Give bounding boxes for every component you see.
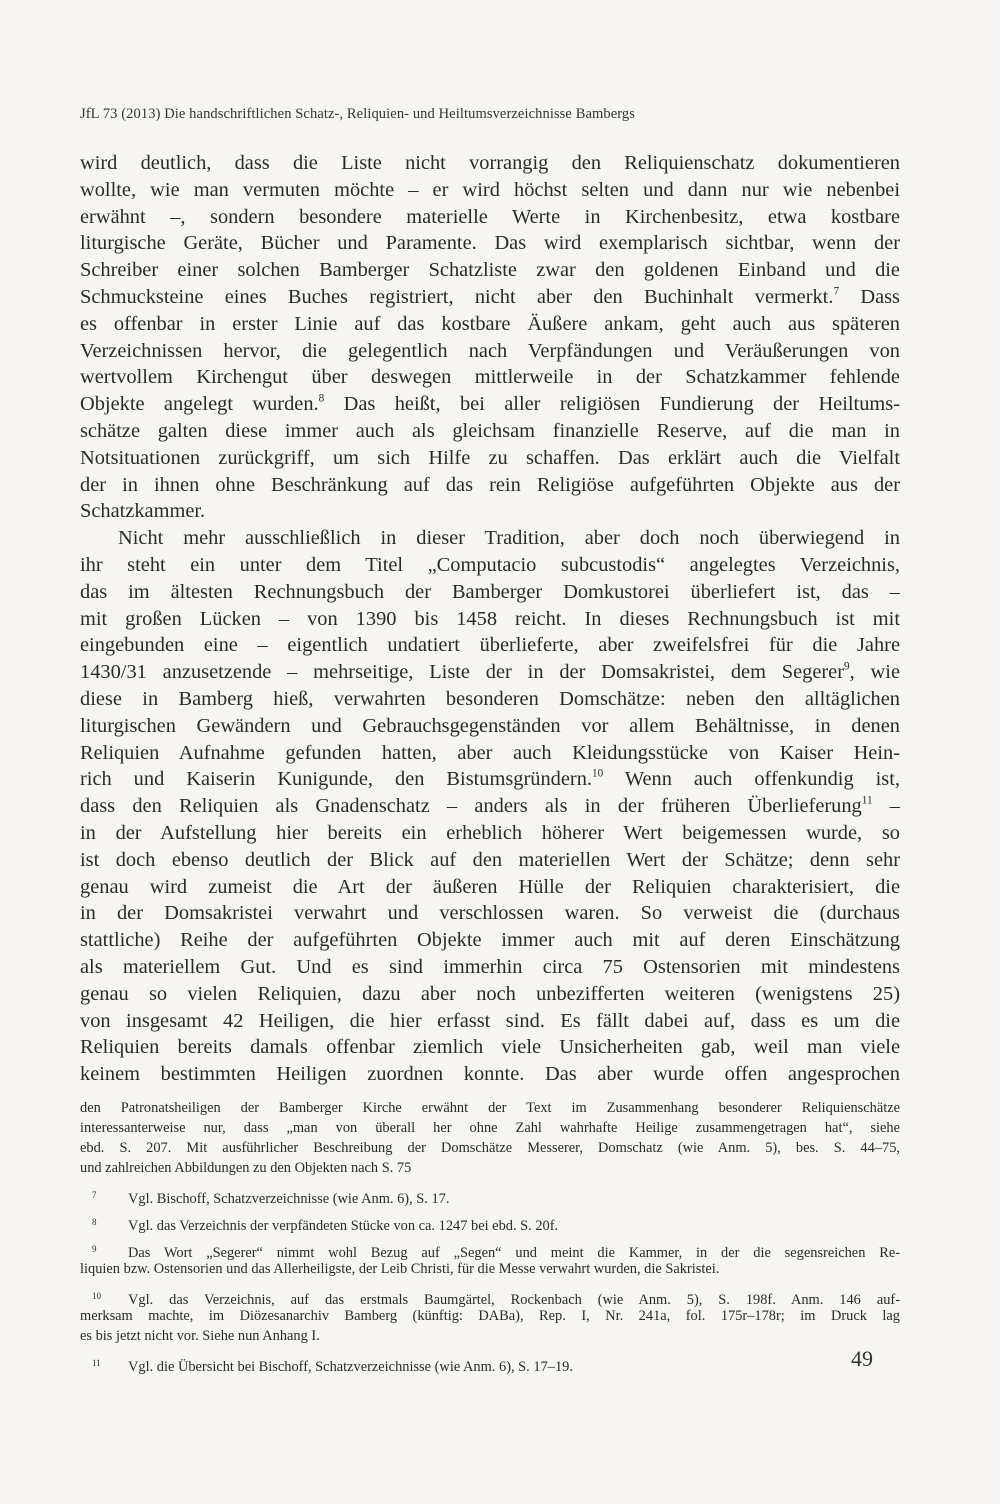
- text-line: Notsituationen zurückgriff, um sich Hilfe zu schaffen. Das erklärt auch die Vielfalt: [80, 446, 900, 469]
- text-line: wertvollem Kirchengut über deswegen mittlerweile in der Schatzkammer fehlende: [80, 366, 900, 389]
- text-segment: rich und Kaiserin Kunigunde, den Bistumsgründern.: [80, 768, 592, 791]
- footnote-text: Vgl. Bischoff, Schatzverzeichnisse (wie Anm. 6), S. 17.: [128, 1191, 450, 1207]
- footnote-number: 7: [92, 1190, 97, 1200]
- text-segment: dass den Reliquien als Gnadenschatz – anders als in der früheren Überlieferung: [80, 795, 862, 818]
- text-line: der in ihnen ohne Beschränkung auf das rein Religiöse aufgeführten Objekte aus der: [80, 473, 900, 496]
- footnotes: [80, 1098, 900, 1373]
- text-line: in der Aufstellung hier bereits ein erheblich höherer Wert beigemessen wurde, so: [80, 821, 900, 844]
- text-line: liturgischen Gewändern und Gebrauchsgegenständen vor allem Behältnisse, in denen: [80, 714, 900, 737]
- running-header: JfL 73 (2013) Die handschriftlichen Schatz-, Reliquien- und Heiltumsverzeichnisse Bambergs: [80, 106, 636, 122]
- text-line: schätze galten diese immer auch als gleichsam finanzielle Reserve, auf die man in: [80, 419, 900, 442]
- text-line: Reliquien bereits damals offenbar ziemlich viele Unsicherheiten gab, weil man viele: [80, 1036, 900, 1059]
- text-segment: , wie: [849, 661, 900, 684]
- text-line: Verzeichnissen hervor, die gelegentlich nach Verpfändungen und Veräußerungen von: [80, 339, 900, 362]
- text-segment: –: [872, 795, 900, 818]
- footnote-8: [80, 1212, 900, 1232]
- text-line: das im ältesten Rechnungsbuch der Bamberger Domkustorei überliefert ist, das –: [80, 580, 900, 603]
- text-line: Schreiber einer solchen Bamberger Schatzliste zwar den goldenen Einband und die: [80, 259, 900, 282]
- footnote-number: 9: [92, 1244, 97, 1254]
- text-line: keinem bestimmten Heiligen zuordnen konnte. Das aber wurde offen angesprochen: [80, 1063, 900, 1086]
- text-segment: Schmucksteine eines Buches registriert, nicht aber den Buchinhalt vermerkt.: [80, 285, 834, 308]
- text-line: wollte, wie man vermuten möchte – er wird höchst selten und dann nur wie nebenbei: [80, 178, 900, 201]
- text-line: [80, 284, 900, 311]
- text-segment: 1430/31 anzusetzende – mehrseitige, Liste der in der Domsakristei, dem Segerer: [80, 661, 845, 684]
- footnote-ref: 11: [861, 794, 873, 807]
- text-line: es offenbar in erster Linie auf das kostbare Äußere ankam, geht auch aus späteren: [80, 312, 900, 335]
- text-line: Nicht mehr ausschließlich in dieser Tradition, aber doch noch überwiegend in: [118, 527, 900, 550]
- footnote-11: [80, 1353, 900, 1373]
- text-line: Reliquien Aufnahme gefunden hatten, aber auch Kleidungsstücke von Kaiser Hein-: [80, 741, 900, 764]
- text-line: diese in Bamberg hieß, verwahrten besonderen Domschätze: neben den alltäglichen: [80, 687, 900, 710]
- text-line: genau wird zumeist die Art der äußeren Hülle der Reliquien charakterisiert, die: [80, 875, 900, 898]
- text-line: genau so vielen Reliquien, dazu aber noch unbezifferten weiteren (wenigstens 25): [80, 982, 900, 1005]
- footnote-line: den Patronatsheiligen der Bamberger Kirche erwähnt der Text im Zusammenhang besonderer Reliquienschätze: [80, 1100, 900, 1116]
- footnote-9: [80, 1239, 900, 1259]
- footnote-text: Vgl. das Verzeichnis der verpfändeten Stücke von ca. 1247 bei ebd. S. 20f.: [128, 1218, 559, 1234]
- text-line: Schatzkammer.: [80, 500, 206, 523]
- footnote-ref: 8: [318, 392, 325, 405]
- footnote-number: 8: [92, 1217, 97, 1227]
- footnote-line: es bis jetzt nicht vor. Siehe nun Anhang I.: [80, 1328, 320, 1344]
- footnote-line: liquien bzw. Ostensorien und das Allerheiligste, der Leib Christi, für die Messe verwahrt wurden, die Sakristei.: [80, 1261, 720, 1277]
- text-segment: Dass: [839, 285, 900, 308]
- text-line: [80, 391, 900, 418]
- footnote-10: [80, 1286, 900, 1306]
- text-line: stattliche) Reihe der aufgeführten Objekte immer auch mit auf deren Einschätzung: [80, 929, 900, 952]
- text-line: ihr steht ein unter dem Titel „Computacio subcustodis“ angelegtes Verzeichnis,: [80, 553, 900, 576]
- text-segment: Objekte angelegt wurden.: [80, 393, 319, 416]
- text-segment: Das heißt, bei aller religiösen Fundierung der Heiltums-: [324, 393, 900, 416]
- text-line: als materiellem Gut. Und es sind immerhin circa 75 Ostensorien mit mindestens: [80, 955, 900, 978]
- footnote-ref: 10: [592, 767, 604, 780]
- text-line: [80, 766, 900, 793]
- text-line: eingebunden eine – eigentlich undatiert überlieferte, aber zweifelsfrei für die Jahre: [80, 634, 900, 657]
- body-text: [80, 150, 900, 1088]
- page-number: 49: [851, 1346, 873, 1371]
- footnote-number: 11: [92, 1358, 101, 1368]
- text-line: ist doch ebenso deutlich der Blick auf den materiellen Wert der Schätze; denn sehr: [80, 848, 900, 871]
- text-line: von insgesamt 42 Heiligen, die hier erfasst sind. Es fällt dabei auf, dass es um die: [80, 1009, 900, 1032]
- text-line: liturgische Geräte, Bücher und Paramente. Das wird exemplarisch sichtbar, wenn der: [80, 232, 900, 255]
- text-line: mit großen Lücken – von 1390 bis 1458 reicht. In dieses Rechnungsbuch ist mit: [80, 607, 900, 630]
- text-line: [80, 793, 900, 820]
- footnote-line: ebd. S. 207. Mit ausführlicher Beschreibung der Domschätze Messerer, Domschatz (wie Anm. 5), bes. S. 44–75,: [80, 1140, 900, 1156]
- text-line: wird deutlich, dass die Liste nicht vorrangig den Reliquienschatz dokumentieren: [80, 152, 900, 174]
- footnote-line: und zahlreichen Abbildungen zu den Objekten nach S. 75: [80, 1160, 412, 1176]
- footnote-ref: 7: [833, 285, 840, 298]
- footnote-text: Vgl. die Übersicht bei Bischoff, Schatzverzeichnisse (wie Anm. 6), S. 17–19.: [128, 1359, 573, 1375]
- footnote-line: interessanterweise nur, dass „man von überall her ohne Zahl wahrhafte Heilige zusammengetragen hat“, siehe: [80, 1120, 900, 1136]
- footnote-number: 10: [92, 1291, 101, 1301]
- text-line: in der Domsakristei verwahrt und verschlossen waren. So verweist die (durchaus: [80, 902, 900, 925]
- text-segment: Wenn auch offenkundig ist,: [603, 768, 900, 791]
- footnote-text: Vgl. das Verzeichnis, auf das erstmals Baumgärtel, Rockenbach (wie Anm. 5), S. 198f. Anm. 146 auf-: [128, 1292, 900, 1308]
- footnote-ref: 9: [844, 660, 850, 673]
- footnote-text: Das Wort „Segerer“ nimmt wohl Bezug auf „Segen“ und meint die Kammer, in der die segensreichen Re-: [128, 1245, 900, 1261]
- footnote-7: [80, 1185, 900, 1205]
- footnote-line: merksam machte, im Diözesanarchiv Bamberg (künftig: DABa), Rep. I, Nr. 241a, fol. 175r–178r; im Druck lag: [80, 1308, 900, 1324]
- text-line: erwähnt –, sondern besondere materielle Werte in Kirchenbesitz, etwa kostbare: [80, 205, 900, 228]
- text-line: [80, 659, 900, 686]
